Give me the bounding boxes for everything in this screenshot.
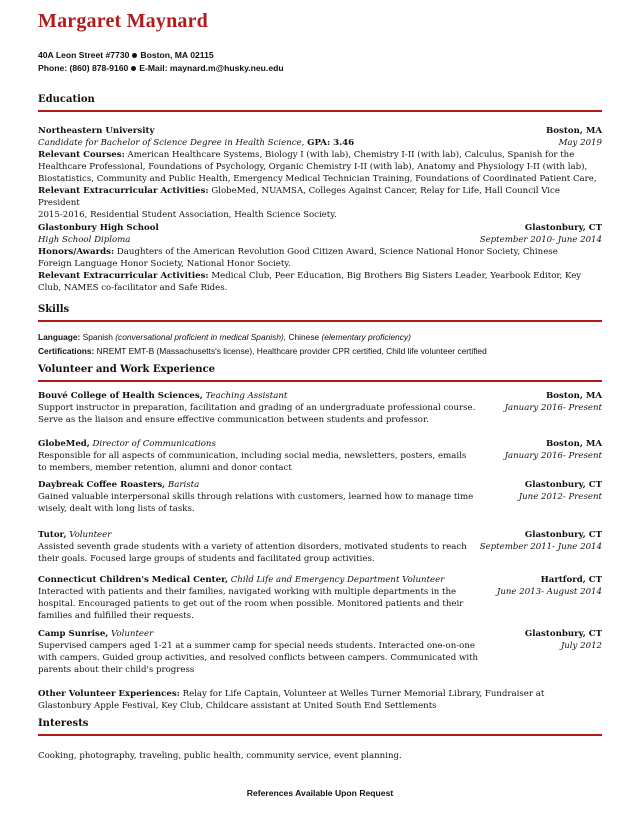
job-desc-2: to members, member retention, alumni and donor contact — [38, 463, 292, 473]
honors-text: Daughters of the American Revolution Good Citizen Award, Science National Honor Society, Chinese — [114, 247, 558, 257]
job-org: Connecticut Children's Medical Center, — [38, 575, 228, 585]
degree: High School Diploma — [38, 235, 131, 245]
job-desc: Assisted seventh grade students with a variety of attention disorders, motivated students to reach — [38, 542, 467, 552]
courses-text-2: Healthcare Professional, Foundations of Psychology, Organic Chemistry I-II (with lab), Anatomy and Physiology I-II (with lab), — [38, 162, 588, 172]
honors-label: Honors/Awards: — [38, 247, 115, 257]
section-divider — [38, 320, 602, 322]
job-role: Volunteer — [69, 530, 112, 540]
language-2: Chinese — [288, 332, 320, 342]
graduation-date: May 2019 — [558, 138, 602, 148]
job-desc-2: Serve as the liaison and ensure effective communication between students and professor. — [38, 415, 429, 425]
job-desc: Responsible for all aspects of communication, including social media, newsletters, posters, emails — [38, 451, 467, 461]
interests-heading: Interests — [38, 718, 89, 729]
extracurricular-text-2: 2015-2016, Residential Student Association, Health Science Society. — [38, 210, 337, 220]
job-entry — [38, 529, 602, 565]
city-state: Boston, MA 02115 — [140, 50, 214, 60]
courses-text-3: Biostatistics, Community and Public Health, Emergency Medical Technician Training, Foundations of Coordinated Patient Care, — [38, 174, 597, 184]
certifications-label: Certifications: — [38, 346, 95, 356]
education-heading: Education — [38, 94, 95, 105]
section-divider — [38, 380, 602, 382]
candidate-name: Margaret Maynard — [38, 10, 209, 32]
job-date: January 2016- Present — [504, 403, 602, 413]
job-desc-2: wisely, dealt with long lists of tasks. — [38, 504, 195, 514]
language-2-note: (elementary proficiency) — [321, 332, 411, 342]
job-location: Glastonbury, CT — [524, 629, 602, 639]
other-volunteer-text-2: Glastonbury Apple Festival, Key Club, Childcare assistant at United South End Settlements — [38, 701, 437, 711]
phone-number: Phone: (860) 878-9160 — [38, 63, 129, 73]
bullet-icon — [131, 66, 136, 71]
email-address: E-Mail: maynard.m@husky.neu.edu — [139, 63, 284, 73]
address-line — [38, 50, 214, 60]
job-entry — [38, 390, 602, 426]
school-name: Glastonbury High School — [38, 223, 159, 233]
job-desc-2: hospital. Encouraged patients to get out of the room when possible. Monitored patients and their — [38, 599, 464, 609]
courses-text: American Healthcare Systems, Biology I (with lab), Chemistry I-II (with lab), Calculus, Spanish for the — [127, 150, 575, 160]
contact-line — [38, 63, 284, 73]
job-date: July 2012 — [560, 641, 602, 651]
school-glastonbury — [38, 222, 602, 294]
gpa: GPA: 3.46 — [307, 138, 355, 148]
job-desc: Gained valuable interpersonal skills through relations with customers, learned how to manage time — [38, 492, 474, 502]
job-desc-2: with campers. Guided group activities, and resolved conflicts between campers. Communicated with — [38, 653, 479, 663]
extracurricular-label: Relevant Extracurricular Activities: — [38, 271, 209, 281]
section-divider — [38, 110, 602, 112]
job-desc: Supervised campers aged 1-21 at a summer camp for special needs students. Interacted one-on-one — [38, 641, 475, 651]
job-date: June 2012- Present — [518, 492, 602, 502]
other-volunteer-label: Other Volunteer Experiences: — [38, 689, 180, 699]
degree: Candidate for Bachelor of Science Degree in Health Science, — [38, 138, 305, 148]
language-label: Language: — [38, 332, 81, 342]
job-role: Child Life and Emergency Department Volunteer — [230, 575, 445, 585]
job-desc: Support instructor in preparation, facilitation and grading of an undergraduate professional course. — [38, 403, 476, 413]
job-desc: Interacted with patients and their families, navigated working with multiple departments in the — [38, 587, 457, 597]
extracurricular-label: Relevant Extracurricular Activities: — [38, 186, 209, 196]
job-entry — [38, 479, 602, 515]
job-desc-3: families and fulfilled their requests. — [38, 611, 194, 621]
extracurricular-text-2: Club, NAMES co-facilitator and Safe Rides. — [38, 283, 228, 293]
job-entry — [38, 574, 602, 622]
job-location: Boston, MA — [546, 439, 602, 449]
language-1-note: (conversational proficient in medical Spanish), — [115, 332, 287, 342]
school-northeastern — [38, 125, 602, 221]
section-divider — [38, 734, 602, 736]
job-location: Glastonbury, CT — [524, 530, 602, 540]
skills-block — [38, 330, 602, 358]
job-entry — [38, 628, 602, 676]
job-role: Director of Communications — [92, 439, 216, 449]
extracurricular-text: Medical Club, Peer Education, Big Brothers Big Sisters Leader, Yearbook Editor, Key — [211, 271, 582, 281]
job-org: Bouvé College of Health Sciences, — [38, 391, 203, 401]
job-org: Camp Sunrise, — [38, 629, 109, 639]
job-role: Barista — [167, 480, 200, 490]
language-1: Spanish — [82, 332, 113, 342]
attendance-dates: September 2010- June 2014 — [479, 235, 602, 245]
job-date: June 2013- August 2014 — [496, 587, 602, 597]
skills-heading: Skills — [38, 304, 70, 315]
school-location: Boston, MA — [546, 126, 602, 136]
honors-text-2: Foreign Language Honor Society, National Honor Society. — [38, 259, 291, 269]
experience-heading: Volunteer and Work Experience — [38, 364, 216, 375]
bullet-icon — [132, 53, 137, 58]
job-location: Hartford, CT — [540, 575, 602, 585]
job-role: Volunteer — [111, 629, 154, 639]
job-date: September 2011- June 2014 — [479, 542, 602, 552]
job-org: Tutor, — [38, 530, 67, 540]
job-date: January 2016- Present — [504, 451, 602, 461]
job-entry — [38, 438, 602, 474]
job-org: GlobeMed, — [38, 439, 90, 449]
extracurricular-text: GlobeMed, NUAMSA, Colleges Against Cancer, Relay for Life, Hall Council Vice President — [38, 186, 560, 208]
job-role: Teaching Assistant — [205, 391, 288, 401]
interests-text: Cooking, photography, traveling, public health, community service, event planning. — [38, 751, 402, 761]
job-org: Daybreak Coffee Roasters, — [38, 480, 166, 490]
courses-label: Relevant Courses: — [38, 150, 125, 160]
other-volunteer — [38, 688, 602, 712]
school-name: Northeastern University — [38, 126, 155, 136]
job-desc-2: their goals. Focused large groups of students and facilitated group activities. — [38, 554, 375, 564]
job-location: Glastonbury, CT — [524, 480, 602, 490]
other-volunteer-text: Relay for Life Captain, Volunteer at Welles Turner Memorial Library, Fundraiser at — [182, 689, 545, 699]
street-address: 40A Leon Street #7730 — [38, 50, 130, 60]
school-location: Glastonbury, CT — [524, 223, 602, 233]
job-desc-3: parents about their child's progress — [38, 665, 195, 675]
certifications-text: NREMT EMT-B (Massachusetts's license), Healthcare provider CPR certified, Child life volunteer certified — [96, 346, 487, 356]
references-note: References Available Upon Request — [246, 788, 394, 798]
job-location: Boston, MA — [546, 391, 602, 401]
